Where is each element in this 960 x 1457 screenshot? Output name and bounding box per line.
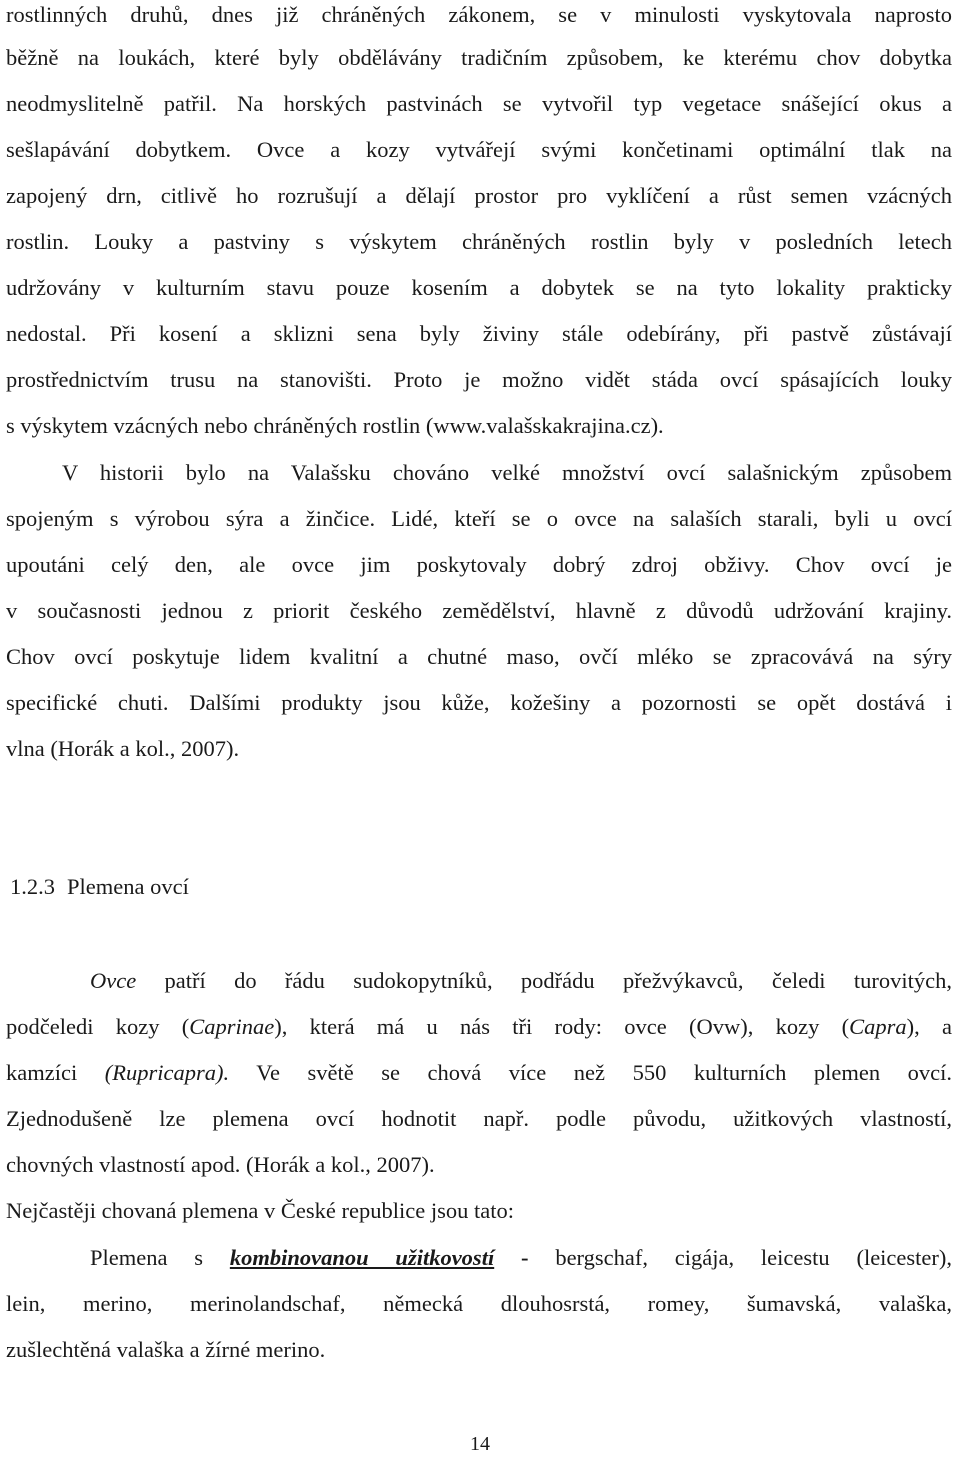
paragraph-5-line: lein, merino, merinolandschaf, německá dlouhosrstá, romey, šumavská, valaška, <box>6 1291 952 1316</box>
paragraph-1-line: rostlinných druhů, dnes již chráněných zákonem, se v minulosti vyskytovala naprosto <box>6 2 952 27</box>
paragraph-4-line: Nejčastěji chovaná plemena v České republice jsou tato: <box>6 1198 514 1223</box>
paragraph-5-line: zušlechtěná valaška a žírné merino. <box>6 1337 326 1362</box>
italic-term: Capra <box>849 1014 907 1039</box>
paragraph-3-line: chovných vlastností apod. (Horák a kol., 2007). <box>6 1152 435 1177</box>
section-heading <box>10 872 189 902</box>
paragraph-5-line: Plemena s kombinovanou užitkovostí - bergschaf, cigája, leicestu (leicester), <box>90 1245 953 1270</box>
paragraph-2-line: vlna (Horák a kol., 2007). <box>6 736 240 761</box>
paragraph-1-line: prostřednictvím trusu na stanovišti. Proto je možno vidět stáda ovcí spásajících louky <box>6 367 952 392</box>
paragraph-1-line: rostlin. Louky a pastviny s výskytem chráněných rostlin byly v posledních letech <box>6 229 952 254</box>
italic-term: (Rupricapra). <box>104 1060 230 1085</box>
paragraph-1-line: udržovány v kulturním stavu pouze kosením a dobytek se na tyto lokality prakticky <box>6 275 952 300</box>
paragraph-1-line: nedostal. Při kosení a sklizni sena byly živiny stále odebírány, při pastvě zůstávají <box>6 321 952 346</box>
paragraph-2-line: spojeným s výrobou sýra a žinčice. Lidé, kteří se o ovce na salaších starali, byli u ovcí <box>6 506 952 531</box>
paragraph-1-line: s výskytem vzácných nebo chráněných rostlin (www.valašskakrajina.cz). <box>6 413 664 438</box>
paragraph-2-line: upoutáni celý den, ale ovce jim poskytovaly dobrý zdroj obživy. Chov ovcí je <box>6 552 952 577</box>
paragraph-2-line: v současnosti jednou z priorit českého zemědělství, hlavně z důvodů udržování krajiny. <box>6 598 952 623</box>
italic-term: Caprinae <box>189 1014 275 1039</box>
paragraph-3-line: kamzíci (Rupricapra). Ve světě se chová více než 550 kulturních plemen ovcí. <box>6 1060 952 1085</box>
paragraph-3-line: podčeledi kozy (Caprinae), která má u nás tři rody: ovce (Ovw), kozy (Capra), a <box>6 1014 952 1039</box>
paragraph-1-line: zapojený drn, citlivě ho rozrušují a dělají prostor pro vyklíčení a růst semen vzácných <box>6 183 952 208</box>
section-title: Plemena ovcí <box>67 874 189 899</box>
paragraph-2-line: specifické chuti. Dalšími produkty jsou kůže, kožešiny a pozornosti se opět dostává i <box>6 690 952 715</box>
paragraph-1-line: běžně na loukách, které byly obdělávány tradičním způsobem, ke kterému chov dobytka <box>6 45 952 70</box>
paragraph-2-line: V historii bylo na Valašsku chováno velké množství ovcí salašnickým způsobem <box>62 460 952 485</box>
paragraph-1-line: sešlapávání dobytkem. Ovce a kozy vytvářejí svými končetinami optimální tlak na <box>6 137 952 162</box>
italic-term: Ovce <box>90 968 137 993</box>
paragraph-3-line: Zjednodušeně lze plemena ovcí hodnotit např. podle původu, užitkových vlastností, <box>6 1106 952 1131</box>
paragraph-3-line: Ovce patří do řádu sudokopytníků, podřádu přežvýkavců, čeledi turovitých, <box>90 968 952 993</box>
paragraph-1-line: neodmyslitelně patřil. Na horských pastvinách se vytvořil typ vegetace snášející okus a <box>6 91 952 116</box>
bold-underlined-term: kombinovanou užitkovostí <box>229 1245 495 1270</box>
paragraph-2-line: Chov ovcí poskytuje lidem kvalitní a chutné maso, ovčí mléko se zpracovává na sýry <box>6 644 952 669</box>
section-number: 1.2.3 <box>10 874 55 899</box>
page-number: 14 <box>470 1433 490 1455</box>
